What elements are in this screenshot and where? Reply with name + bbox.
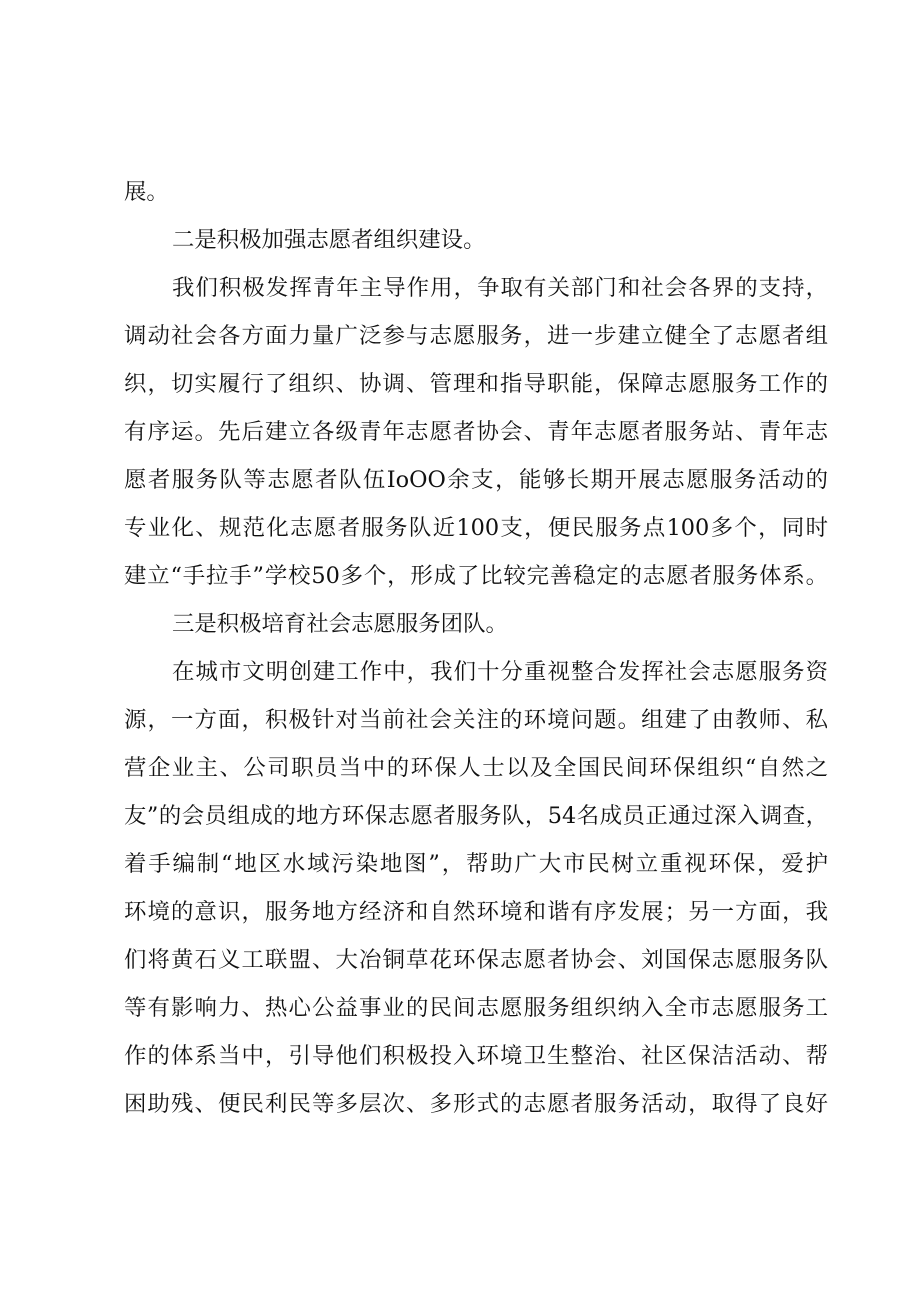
body-text-line: 在城市文明创建工作中，我们十分重视整合发挥社会志愿服务资 [172,659,828,685]
body-text-line: 我们积极发挥青年主导作用，争取有关部门和社会各界的支持， [172,275,828,301]
section-heading: 二是积极加强志愿者组织建设。 [172,227,486,253]
body-text-line: 展。 [124,179,169,205]
body-text-line: 困助残、便民利民等多层次、多形式的志愿者服务活动，取得了良好 [124,1091,828,1117]
body-text-line: 作的体系当中，引导他们积极投入环境卫生整治、社区保洁活动、帮 [124,1043,828,1069]
body-text-line: 着手编制“地区水域污染地图”，帮助广大市民树立重视环保，爱护 [124,851,828,877]
body-text-line: 专业化、规范化志愿者服务队近100支，便民服务点100多个，同时 [124,515,828,541]
body-text-line: 等有影响力、热心公益事业的民间志愿服务组织纳入全市志愿服务工 [124,995,828,1021]
body-text-line: 环境的意识，服务地方经济和自然环境和谐有序发展；另一方面，我 [124,899,828,925]
body-text-line: 营企业主、公司职员当中的环保人士以及全国民间环保组织“自然之 [124,755,828,781]
body-text-line: 建立“手拉手”学校50多个，形成了比较完善稳定的志愿者服务体系。 [124,563,828,589]
body-text-line: 调动社会各方面力量广泛参与志愿服务，进一步建立健全了志愿者组 [124,323,828,349]
body-text-line: 源，一方面，积极针对当前社会关注的环境问题。组建了由教师、私 [124,707,828,733]
body-text-line: 愿者服务队等志愿者队伍IoOO余支，能够长期开展志愿服务活动的 [124,467,828,493]
body-text-line: 有序运。先后建立各级青年志愿者协会、青年志愿者服务站、青年志 [124,419,828,445]
body-text-line: 们将黄石义工联盟、大冶铜草花环保志愿者协会、刘国保志愿服务队 [124,947,828,973]
body-text-line: 织，切实履行了组织、协调、管理和指导职能，保障志愿服务工作的 [124,371,828,397]
body-text-line: 友”的会员组成的地方环保志愿者服务队，54名成员正通过深入调查， [124,803,828,829]
section-heading: 三是积极培育社会志愿服务团队。 [172,611,508,637]
